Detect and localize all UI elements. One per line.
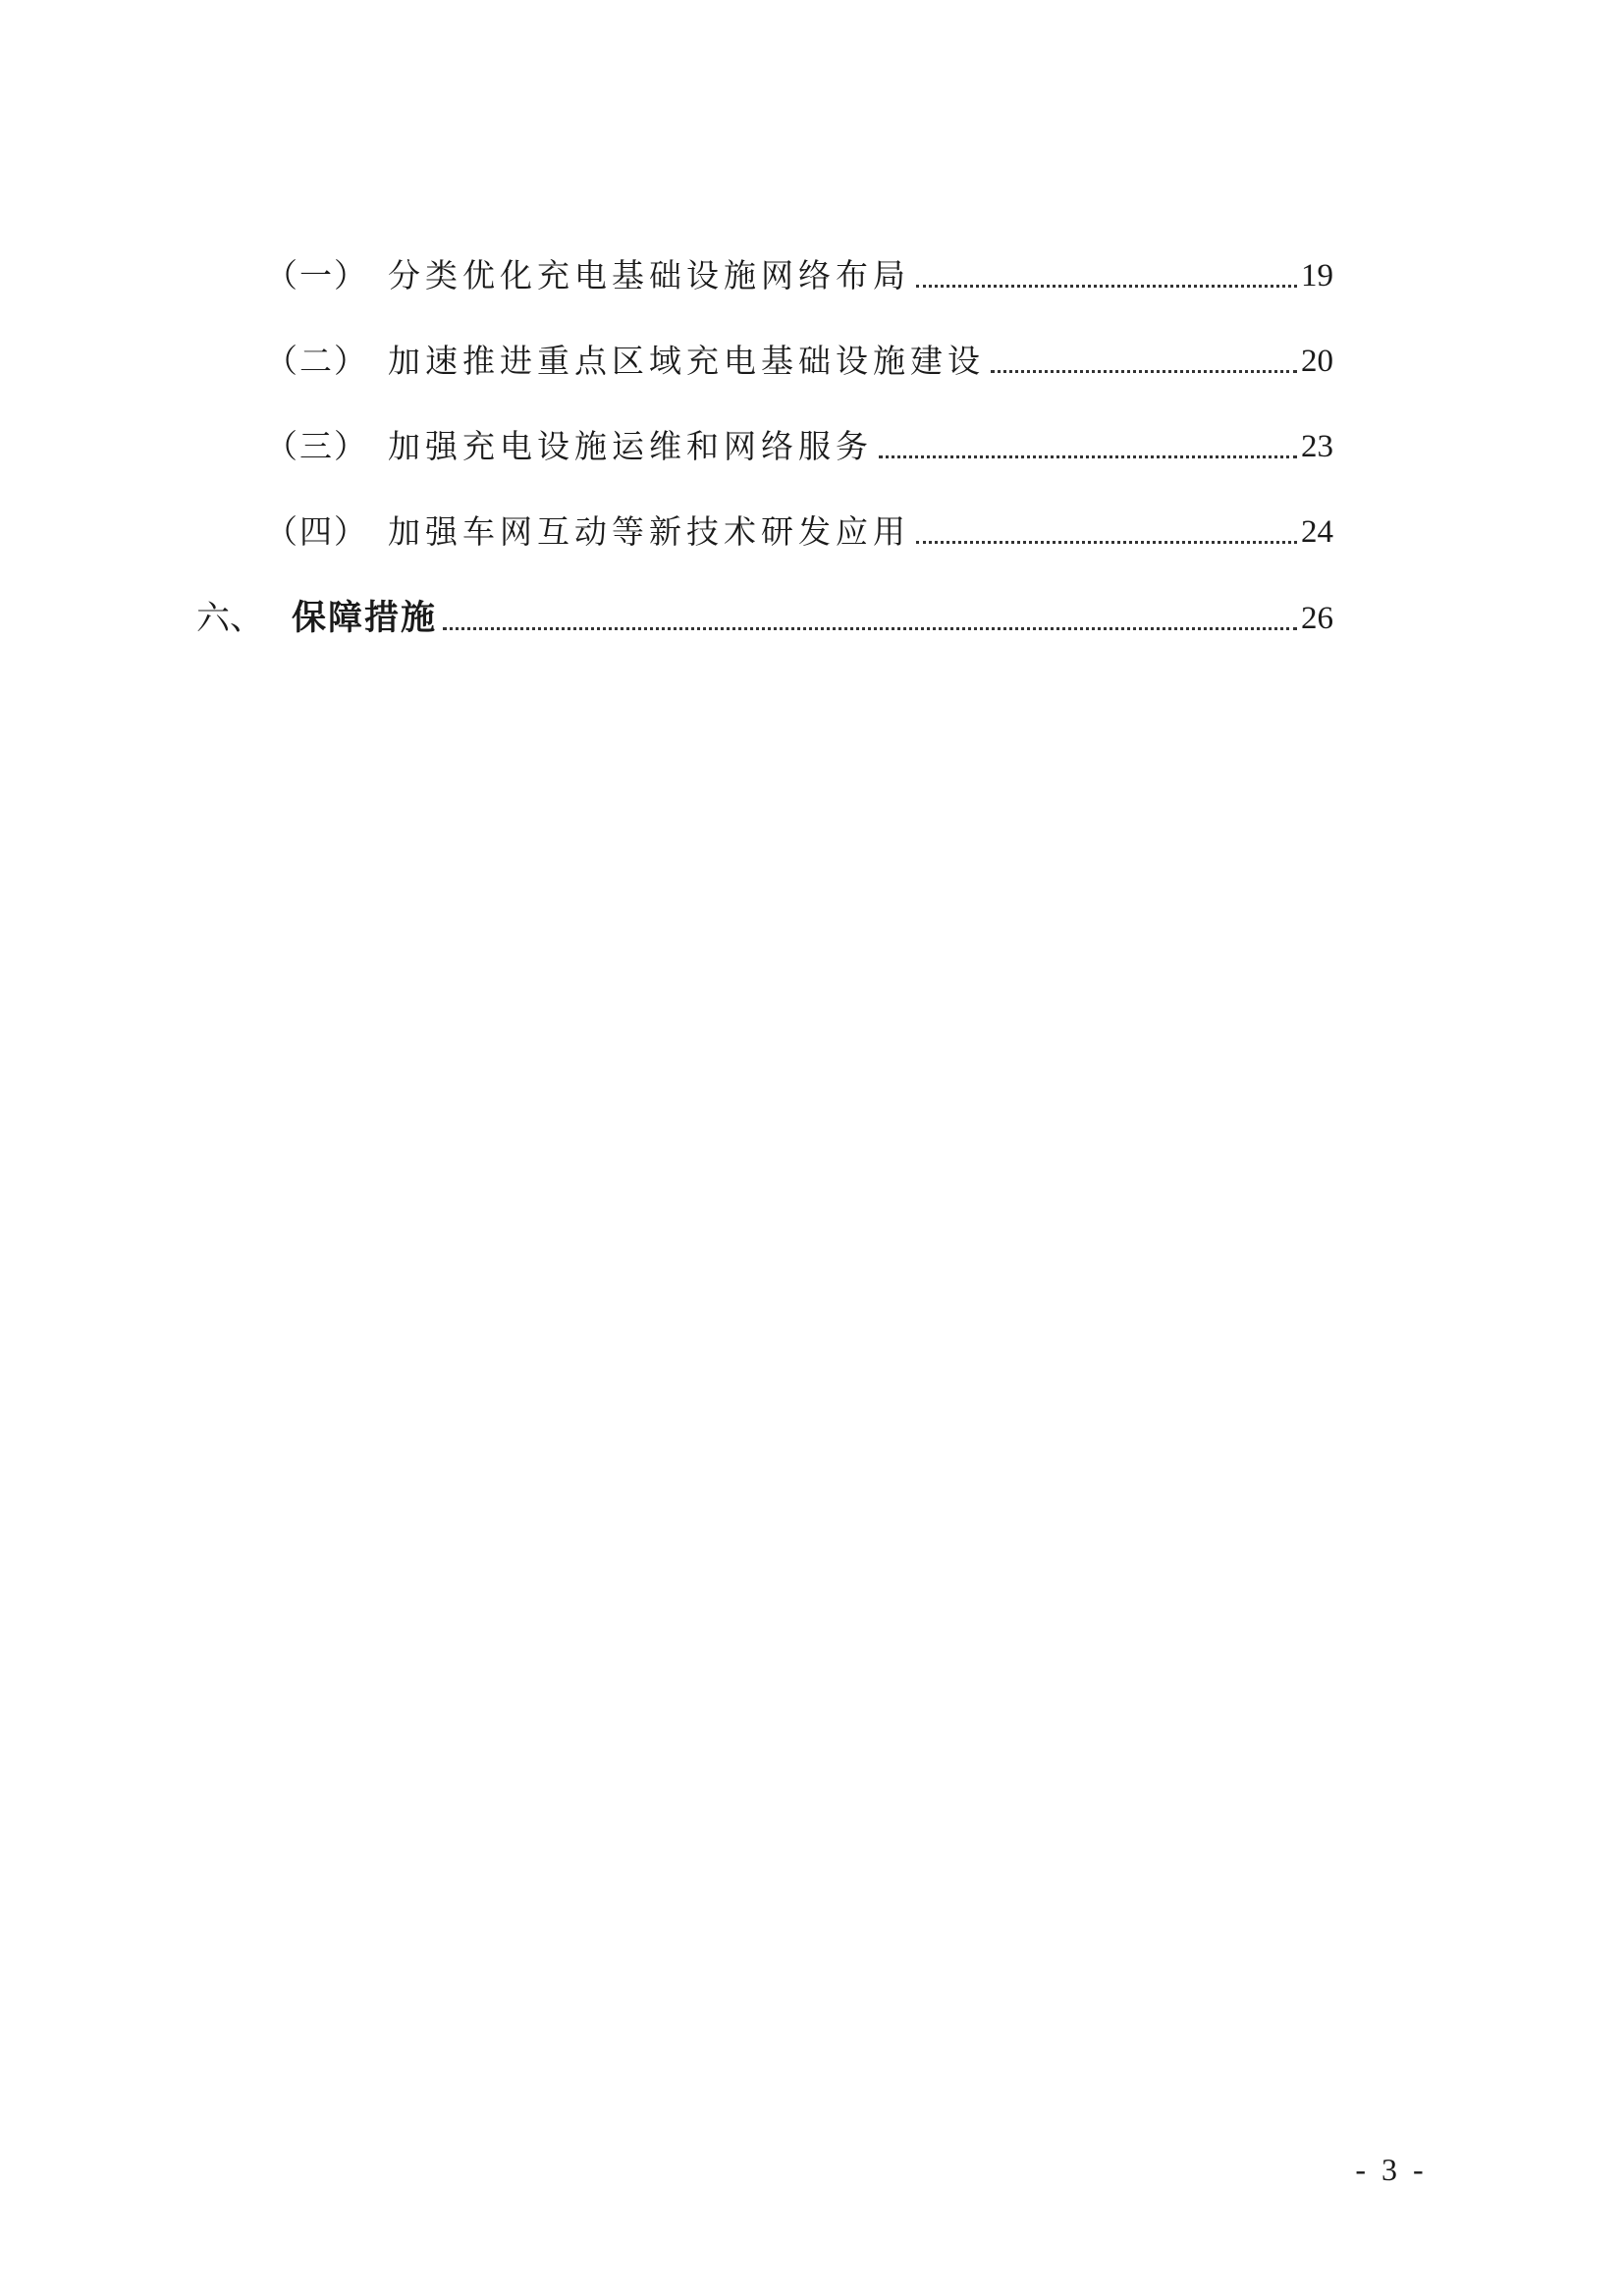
toc-entry [265, 338, 1333, 385]
toc-entry [265, 508, 1333, 556]
toc-entry-title: 加强车网互动等新技术研发应用 [388, 512, 910, 551]
toc-dot-leader [991, 369, 1297, 373]
toc-dot-leader [879, 454, 1297, 458]
toc-entry-number: （一） [265, 256, 368, 294]
toc-dot-leader [443, 626, 1297, 630]
toc-dot-leader [916, 284, 1297, 288]
toc-entry [265, 252, 1333, 299]
toc-entry-number: （四） [265, 512, 368, 551]
toc-entry-title: 分类优化充电基础设施网络布局 [388, 256, 910, 294]
toc-entry-page: 24 [1301, 514, 1333, 550]
toc-section-title: 保障措施 [292, 599, 438, 638]
toc-entry-number: （二） [265, 342, 368, 380]
toc-entry-title: 加强充电设施运维和网络服务 [388, 427, 873, 465]
toc-entry [265, 423, 1333, 470]
toc-section-page: 26 [1301, 601, 1333, 636]
toc-entry-title: 加速推进重点区域充电基础设施建设 [388, 342, 985, 380]
toc-section [196, 595, 1333, 642]
toc-entry-number: （三） [265, 427, 368, 465]
toc-dot-leader [916, 540, 1297, 544]
toc-entry-page: 20 [1301, 344, 1333, 379]
toc-section-number: 六、 [196, 599, 263, 638]
toc-entry-page: 23 [1301, 429, 1333, 464]
page-number: - 3 - [1355, 2152, 1428, 2187]
toc-entry-page: 19 [1301, 258, 1333, 294]
